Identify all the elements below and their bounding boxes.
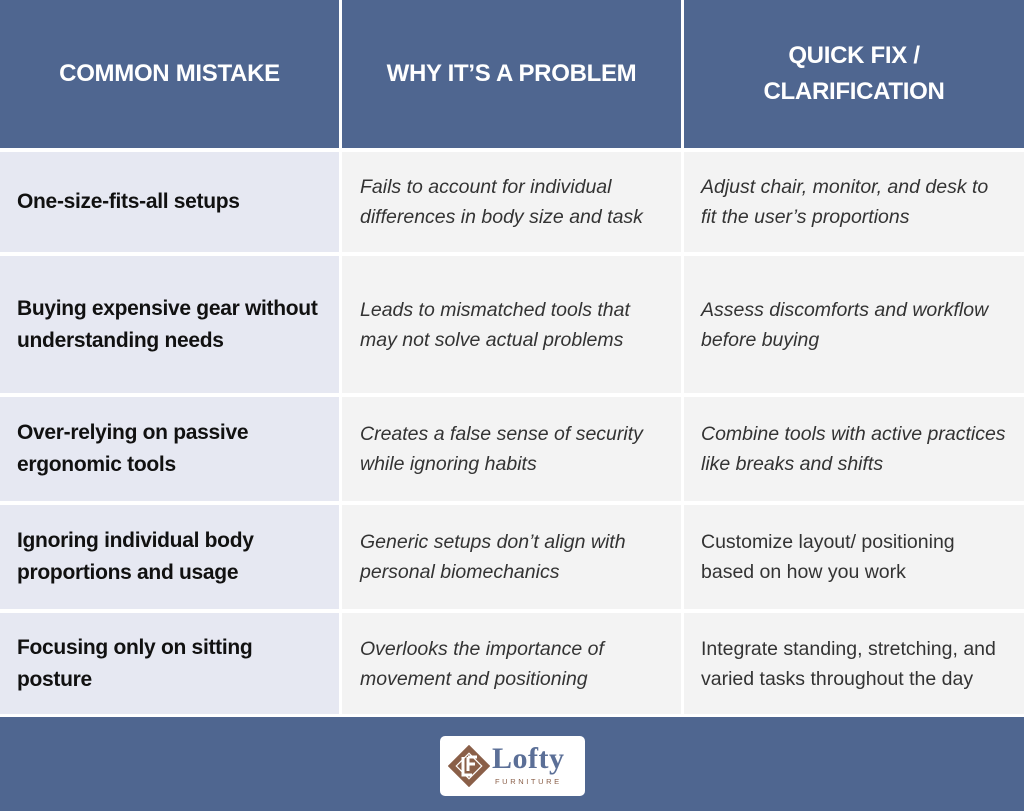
table-row <box>0 393 1024 501</box>
mistake-cell: One-size-fits-all setups <box>0 148 342 252</box>
problem-cell: Generic setups don’t align with personal biomechanics <box>342 501 684 609</box>
mistake-cell: Ignoring individual body proportions and usage <box>0 501 342 609</box>
problem-cell: Creates a false sense of security while ignoring habits <box>342 393 684 501</box>
header-quick-fix: QUICK FIX / CLARIFICATION <box>684 0 1024 148</box>
logo-subtitle: FURNITURE <box>495 777 562 786</box>
fix-cell: Adjust chair, monitor, and desk to fit the user’s proportions <box>684 148 1024 252</box>
mistake-cell: Focusing only on sitting posture <box>0 609 342 717</box>
problem-cell: Leads to mismatched tools that may not solve actual problems <box>342 252 684 393</box>
logo-wordmark: Lofty <box>492 742 565 775</box>
footer-bar <box>0 718 1024 811</box>
fix-cell: Integrate standing, stretching, and varied tasks throughout the day <box>684 609 1024 717</box>
header-why-problem: WHY IT’S A PROBLEM <box>342 0 684 148</box>
header-common-mistake: COMMON MISTAKE <box>0 0 342 148</box>
table-row <box>0 501 1024 609</box>
fix-cell: Combine tools with active practices like breaks and shifts <box>684 393 1024 501</box>
table-row <box>0 148 1024 252</box>
problem-cell: Fails to account for individual differences in body size and task <box>342 148 684 252</box>
table-row <box>0 252 1024 393</box>
header-row <box>0 0 1024 148</box>
lofty-lf-monogram-icon <box>448 745 490 787</box>
fix-cell: Customize layout/ positioning based on how you work <box>684 501 1024 609</box>
brand-logo <box>440 736 585 796</box>
problem-cell: Overlooks the importance of movement and positioning <box>342 609 684 717</box>
mistake-cell: Buying expensive gear without understanding needs <box>0 252 342 393</box>
fix-cell: Assess discomforts and workflow before buying <box>684 252 1024 393</box>
mistake-cell: Over-relying on passive ergonomic tools <box>0 393 342 501</box>
table-row <box>0 609 1024 717</box>
